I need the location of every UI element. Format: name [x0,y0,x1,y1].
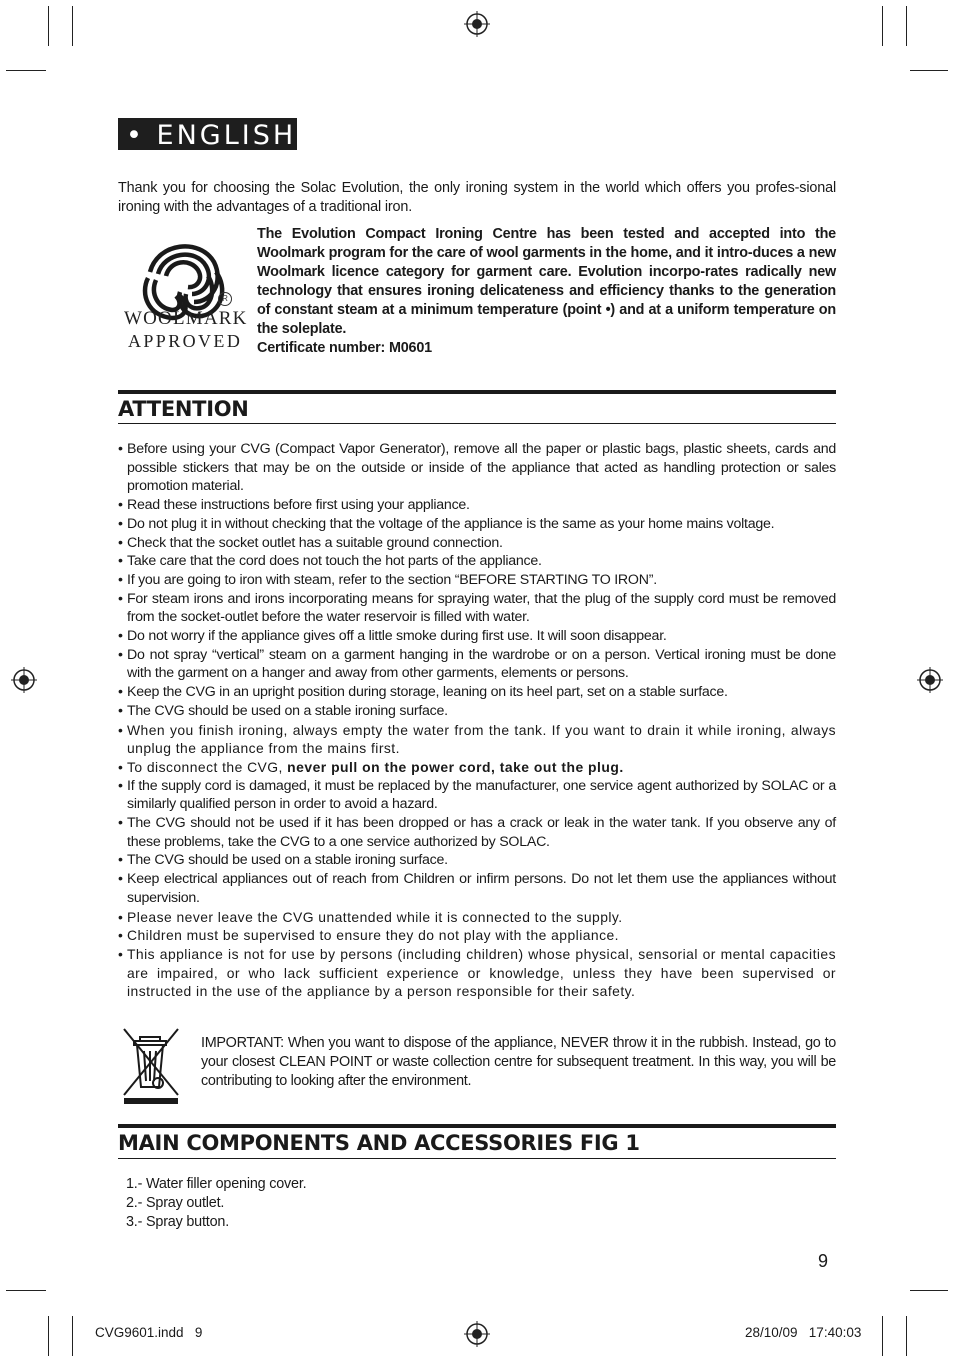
list-item: • If the supply cord is damaged, it must be replaced by the manufacturer, one service agent authorized by SOLAC or a similarly qualified person in order to avoid a hazard. [118,777,836,814]
crop-mark [6,1290,46,1291]
list-item: • Keep electrical appliances out of reach from Children or infirm persons. Do not let them use the appliances without supervision. [118,870,836,907]
crop-mark [910,1290,948,1291]
list-item: • The CVG should not be used if it has been dropped or has a crack or leak in the water tank. If you observe any of these problems, take the CVG to a one service authorized by SOLAC. [118,814,836,851]
disconnect-text: To disconnect the CVG, [127,758,283,775]
footer-timestamp: 28/10/09 17:40:03 [745,1325,862,1340]
registration-mark-icon [11,667,37,693]
crop-mark [48,1316,49,1356]
components-list [126,1175,306,1232]
crossed-bin-icon [122,1027,180,1105]
list-item: • Keep the CVG in an upright position during storage, leaning on its heel part, set on a stable surface. [118,683,836,702]
woolmark-logo-text: WOOLMARK [124,308,248,329]
list-item: • Take care that the cord does not touch the hot parts of the appliance. [118,552,836,571]
list-item: • Before using your CVG (Compact Vapor Generator), remove all the paper or plastic bags, plastic sheets, cards and possible stickers that may be on the outside or inside of the appliance that acted as handling protection or sales promotion material. [118,440,836,496]
crop-mark [910,70,948,71]
woolmark-statement [257,225,836,358]
attention-list [118,440,836,1001]
woolmark-statement-text: The Evolution Compact Ironing Centre has been tested and accepted into the Woolmark program for the care of wool garments in the home, and it intro-duces a new Woolmark licence category for garment care. Evolution incorpo-rates radically new technology that ensures ironing delicateness and efficiency thanks to the generation of constant steam at a minimum temperature (point •) and at a uniform temperature on the soleplate. [257,226,836,337]
language-banner: • ENGLISH [118,118,297,150]
attention-heading: ATTENTION [118,390,836,424]
list-item: • Please never leave the CVG unattended while it is connected to the supply. [118,908,836,927]
list-item: 3.- Spray button. [126,1214,229,1230]
list-item: • Children must be supervised to ensure they do not play with the appliance. [118,926,836,945]
list-item: • Do not plug it in without checking that the voltage of the appliance is the same as your home mains voltage. [118,515,836,534]
list-item: • For steam irons and irons incorporating means for spraying water, that the plug of the supply cord must be removed from the socket-outlet before the water reservoir is filled with water. [118,590,836,627]
crop-mark [72,6,73,46]
page-number: 9 [818,1251,829,1271]
crop-mark [882,6,883,46]
list-item: • The CVG should be used on a stable ironing surface. [118,851,836,870]
footer-filename: CVG9601.indd 9 [95,1325,203,1340]
list-item: • Check that the socket outlet has a suitable ground connection. [118,534,836,553]
intro-paragraph: Thank you for choosing the Solac Evolution, the only ironing system in the world which offers you profes-sional ironing with the advantages of a traditional iron. [118,180,836,215]
crop-mark [906,6,907,46]
list-item: • Read these instructions before first using your appliance. [118,496,836,515]
list-item: • Do not spray “vertical” steam on a garment hanging in the wardrobe or on a person. Vertical ironing must be done with the garment on a hanger and away from other garments, elements or persons. [118,646,836,683]
crop-mark [48,6,49,46]
list-item [118,758,836,777]
registration-mark-icon [917,667,943,693]
components-heading: MAIN COMPONENTS AND ACCESSORIES FIG 1 [118,1124,836,1159]
crop-mark [882,1316,883,1356]
list-item: • When you finish ironing, always empty the water from the tank. If you want to drain it while ironing, always unplug the appliance from the mains first. [118,721,836,758]
disposal-note: IMPORTANT: When you want to dispose of the appliance, NEVER throw it in the rubbish. Instead, go to your closest CLEAN POINT or waste collection centre for subsequent treatment. In this way, you will be contributing to looking after the environment. [201,1035,836,1089]
registered-mark: R [218,292,232,306]
crop-mark [906,1316,907,1356]
list-item: • This appliance is not for use by persons (including children) whose physical, sensorial or mental capacities are impaired, or who lack sufficient experience or knowledge, unless they have been supervised or instructed in the use of the appliance by a person responsible for their safety. [118,945,836,1001]
disconnect-warning: never pull on the power cord, take out the plug. [287,758,624,775]
crop-mark [72,1316,73,1356]
registration-mark-icon [464,1321,490,1347]
list-item: • The CVG should be used on a stable ironing surface. [118,702,836,721]
list-item: • If you are going to iron with steam, refer to the section “BEFORE STARTING TO IRON”. [118,571,836,590]
registration-mark-icon [464,11,490,37]
crop-mark [6,70,46,71]
list-item: 1.- Water filler opening cover. [126,1176,307,1192]
list-item: 2.- Spray outlet. [126,1195,225,1211]
list-item: • Do not worry if the appliance gives off a little smoke during first use. It will soon disappear. [118,627,836,646]
woolmark-logo-subtext: APPROVED [128,331,243,351]
certificate-number: Certificate number: M0601 [257,340,432,356]
